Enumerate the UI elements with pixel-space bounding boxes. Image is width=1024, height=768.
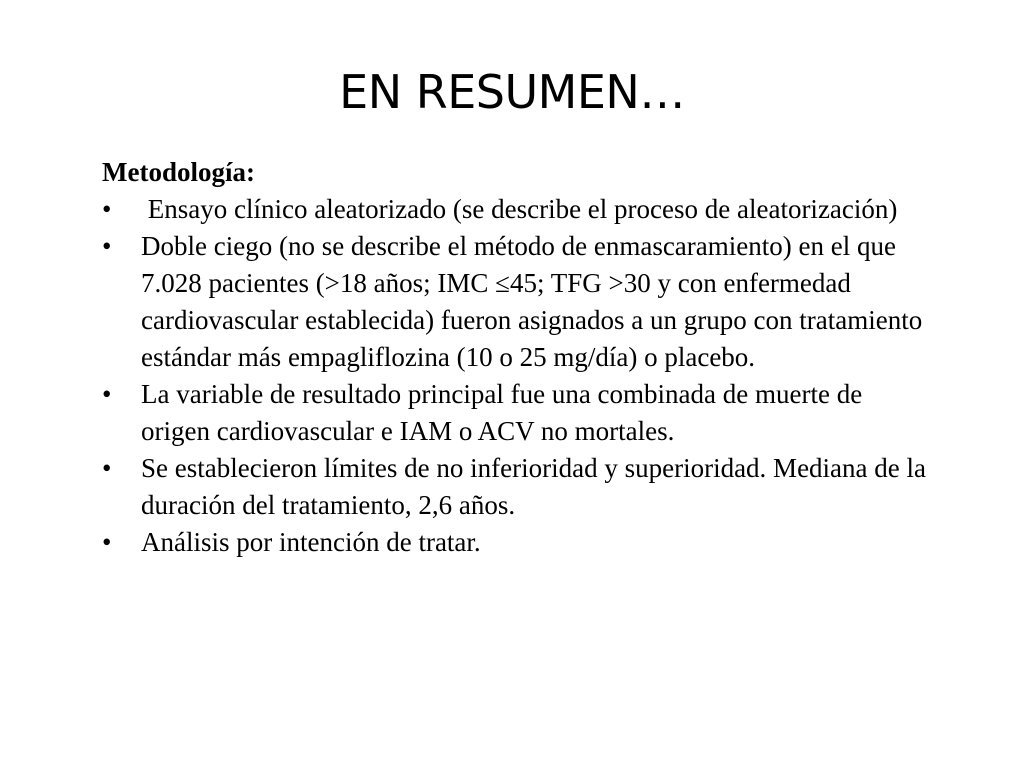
bullet-item (102, 524, 932, 561)
slide-title: EN RESUMEN… (339, 65, 685, 119)
bullet-item (102, 376, 932, 450)
bullet-list (102, 191, 932, 561)
bullet-text: Doble ciego (no se describe el método de enmascaramiento) en el que 7.028 pacientes (>18 años; IMC ≤45; TFG >30 y con enfermedad cardiovascular establecida) fueron asignados a un grupo con tratamiento estándar más empagliflozina (10 o 25 mg/día) o placebo. (141, 231, 923, 372)
section-heading: Metodología: (102, 157, 255, 187)
bullet-dot: • (102, 194, 112, 224)
bullet-dot: • (102, 231, 112, 261)
bullet-item (102, 191, 932, 228)
bullet-item (102, 450, 932, 524)
slide-body (102, 154, 932, 561)
bullet-text: Se establecieron límites de no inferioridad y superioridad. Mediana de la duración del tratamiento, 2,6 años. (141, 453, 926, 520)
bullet-text: La variable de resultado principal fue una combinada de muerte de origen cardiovascular e IAM o ACV no mortales. (141, 379, 863, 446)
bullet-item (102, 228, 932, 376)
bullet-text: Ensayo clínico aleatorizado (se describe el proceso de aleatorización) (141, 194, 898, 224)
bullet-dot: • (102, 527, 112, 557)
bullet-text: Análisis por intención de tratar. (141, 527, 481, 557)
bullet-dot: • (102, 379, 112, 409)
bullet-dot: • (102, 453, 112, 483)
